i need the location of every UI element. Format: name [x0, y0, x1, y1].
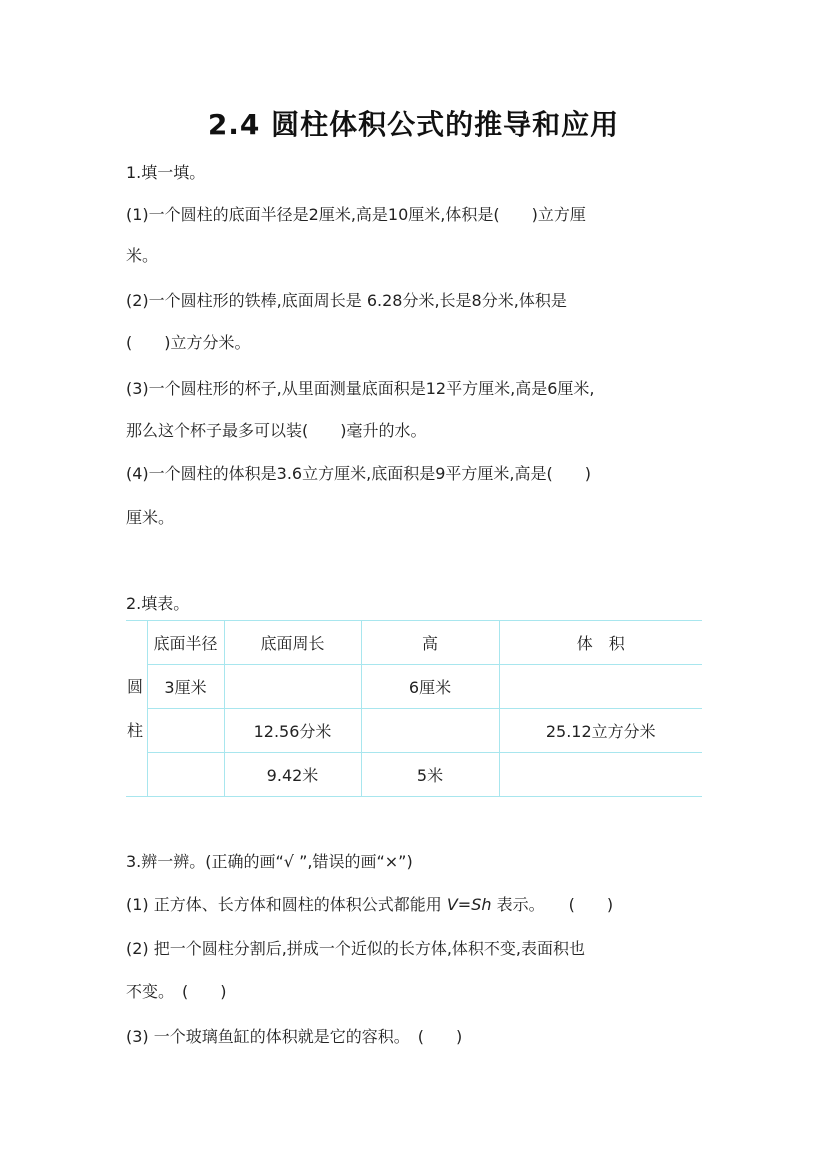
side-label-yuan: 圆: [127, 676, 144, 696]
q1-4-line2: 厘米。: [126, 508, 175, 527]
q3-3: (3) 一个玻璃鱼缸的体积就是它的容积。 ( ): [126, 1027, 463, 1046]
table-cell[interactable]: 12.56分米: [224, 709, 361, 753]
q1-2-line1: (2)一个圆柱形的铁棒,底面周长是 6.28分米,长是8分米,体积是: [126, 291, 567, 310]
table-row: [126, 709, 702, 753]
table-cell[interactable]: 9.42米: [224, 753, 361, 797]
section3-heading: 3.辨一辨。(正确的画“√ ”,错误的画“×”): [126, 852, 413, 871]
cylinder-table: [126, 620, 702, 794]
q3-2-line1: (2) 把一个圆柱分割后,拼成一个近似的长方体,体积不变,表面积也: [126, 939, 586, 958]
q3-1-text: (1) 正方体、长方体和圆柱的体积公式都能用: [126, 895, 447, 914]
table-row: [126, 753, 702, 797]
volume-formula: V=Sh: [446, 895, 492, 914]
section2-heading: 2.填表。: [126, 594, 190, 613]
table-cell[interactable]: [224, 665, 361, 709]
q1-2-line2: ( )立方分米。: [126, 333, 251, 352]
table-header-row: [126, 621, 702, 665]
header-volume: 体 积: [499, 621, 702, 665]
q1-3-line2: 那么这个杯子最多可以装( )毫升的水。: [126, 421, 427, 440]
table-cell[interactable]: [499, 665, 702, 709]
header-circumference: 底面周长: [224, 621, 361, 665]
q3-1: [126, 892, 613, 915]
q1-3-line1: (3)一个圆柱形的杯子,从里面测量底面积是12平方厘米,高是6厘米,: [126, 379, 595, 398]
side-label-cell: [126, 665, 147, 709]
table-cell[interactable]: 5米: [361, 753, 499, 797]
table-cell[interactable]: 3厘米: [147, 665, 224, 709]
q1-1-line2: 米。: [126, 246, 159, 265]
header-radius: 底面半径: [147, 621, 224, 665]
q1-4-line1: (4)一个圆柱的体积是3.6立方厘米,底面积是9平方厘米,高是( ): [126, 464, 591, 483]
page-title: 2.4 圆柱体积公式的推导和应用: [207, 108, 620, 141]
q3-1-answer: 表示。 ( ): [491, 895, 614, 914]
section1-heading: 1.填一填。: [126, 163, 206, 182]
side-label-cell: [126, 753, 147, 797]
table-cell[interactable]: [361, 709, 499, 753]
table-cell[interactable]: 6厘米: [361, 665, 499, 709]
q1-1-line1: (1)一个圆柱的底面半径是2厘米,高是10厘米,体积是( )立方厘: [126, 205, 586, 224]
table-cell[interactable]: 25.12立方分米: [499, 709, 702, 753]
table-cell[interactable]: [147, 709, 224, 753]
side-label-cell: [126, 709, 147, 753]
table-cell[interactable]: [499, 753, 702, 797]
side-label-zhu: 柱: [127, 720, 144, 740]
side-label-cell: [126, 621, 147, 665]
table-row: [126, 665, 702, 709]
q3-2-line2: 不变。 ( ): [126, 982, 227, 1001]
header-height: 高: [361, 621, 499, 665]
table-cell[interactable]: [147, 753, 224, 797]
